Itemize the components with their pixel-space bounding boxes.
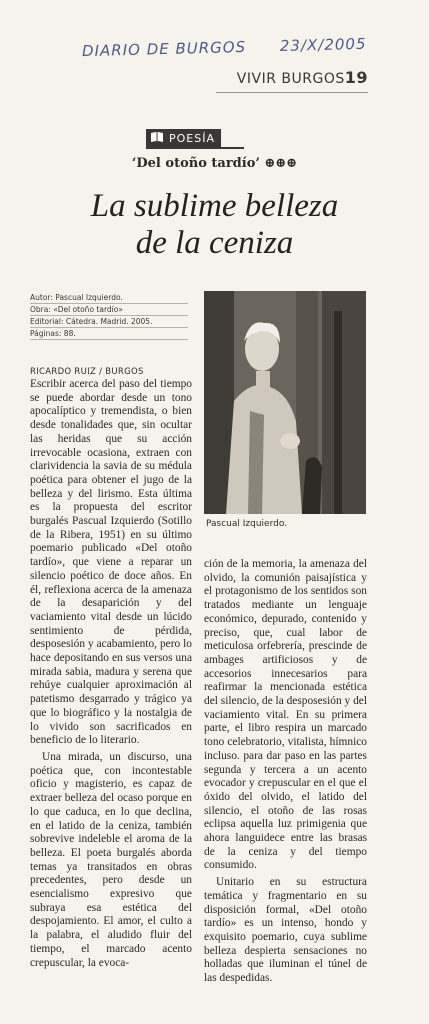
meta-pages: Páginas: 88. bbox=[30, 328, 188, 340]
meta-work: Obra: «Del otoño tardío» bbox=[30, 304, 188, 316]
category-label: POESÍA bbox=[169, 131, 215, 145]
section-name: VIVIR BURGOS bbox=[236, 71, 345, 87]
paragraph: Una mirada, un discurso, una poética que, con incontestable oficio y magisterio, es capaz de extraer belleza del ocaso porque en lo que caduca, en lo que declina, en el latido de la ceniza, también sobrevive indeleble el aroma de la belleza. El poeta burgalés aborda temas ya transitados en obras precedentes, pero desde un esencialismo expresivo que subraya esa estética del despojamiento. El amor, el culto a la palabra, el aludido fluir del tiempo, el marcado acento crepuscular, la evoca- bbox=[30, 750, 192, 969]
photo-caption: Pascual Izquierdo. bbox=[206, 519, 288, 529]
paragraph: ción de la memoria, la amenaza del olvido, la comunión paisajística y el protagonismo de los sentidos son tratados mediante un lenguaje económico, depurado, contenido y preciso, que, cual labor de meticulosa orfebrería, prescinde de ambages artificiosos y de accesorios innecesarios para reafirmar la mencionada estética del silencio, de la desposesión y del vaciamiento vital. En su primera parte, el libro respira un marcado tono celebratorio, vitalista, hímnico incluso. para dar paso en las partes segunda y tercera a un acento evocador y crepuscular en el que el óxido del olvido, el latido del silencio, el otoño de las rosas eclipsa aquella luz primigenia que ahora languidece entre las brasas de la ceniza y del tiempo consumido. bbox=[204, 558, 367, 872]
rating-icons: ⊕⊕⊕ bbox=[264, 156, 298, 171]
article-column-2 bbox=[204, 558, 367, 986]
book-metadata bbox=[30, 292, 188, 340]
paragraph: Escribir acerca del paso del tiempo se puede abordar desde un tono apocalíptico y tremendista, o bien desde tonalidades que, sin ocultar las heridas que su acción irrevocable ocasiona, extraen con clarividencia la savia de su médula poética para obtener el jugo de la belleza y del lirismo. Esta última es la propuesta del escritor burgalés Pascual Izquierdo (Sotillo de la Ribera, 1951) en su último poemario publicado «Del otoño tardío», que viene a reparar un silencio poético de doce años. En él, reflexiona acerca de la amenaza de la desaparición y del vaciamiento vital desde un lúcido sentimiento de pérdida, desposesión y acabamiento, pero lo hace depositando en sus versos una mirada sabia, madura y serena que rehúye cualquier aproximación al patetismo desgarrado y trágico ya que lo biográfico y la nostalgia de lo vivido son sacrificados en beneficio de lo literario. bbox=[30, 378, 192, 747]
paragraph: Unitario en su estructura temática y fragmentario en su disposición formal, «Del otoño tardío» es un intenso, hondo y exquisito poemario, cuya sublime belleza despierta sensaciones no holladas que iluminan el túnel de las despedidas. bbox=[204, 876, 367, 985]
book-title: ‘Del otoño tardío’ bbox=[131, 156, 260, 171]
book-icon bbox=[150, 131, 164, 146]
headline-line-2: de la ceniza bbox=[135, 225, 294, 261]
author-photo bbox=[204, 291, 366, 514]
page-number: 19 bbox=[344, 68, 368, 87]
category-tag bbox=[146, 129, 221, 147]
article-column-1 bbox=[30, 378, 192, 970]
handwritten-date: 23/X/2005 bbox=[279, 34, 367, 56]
handwritten-annotation bbox=[82, 34, 402, 60]
meta-author: Autor: Pascual Izquierdo. bbox=[30, 292, 188, 304]
book-subtitle bbox=[0, 156, 429, 171]
headline bbox=[0, 188, 429, 262]
section-header bbox=[0, 68, 368, 87]
tag-underline bbox=[146, 147, 244, 149]
headline-line-1: La sublime belleza bbox=[90, 188, 339, 224]
meta-publisher: Editorial: Cátedra. Madrid. 2005. bbox=[30, 316, 188, 328]
section-divider bbox=[216, 92, 368, 93]
handwritten-paper: DIARIO DE BURGOS bbox=[81, 37, 247, 61]
byline: RICARDO RUIZ / BURGOS bbox=[30, 367, 144, 377]
